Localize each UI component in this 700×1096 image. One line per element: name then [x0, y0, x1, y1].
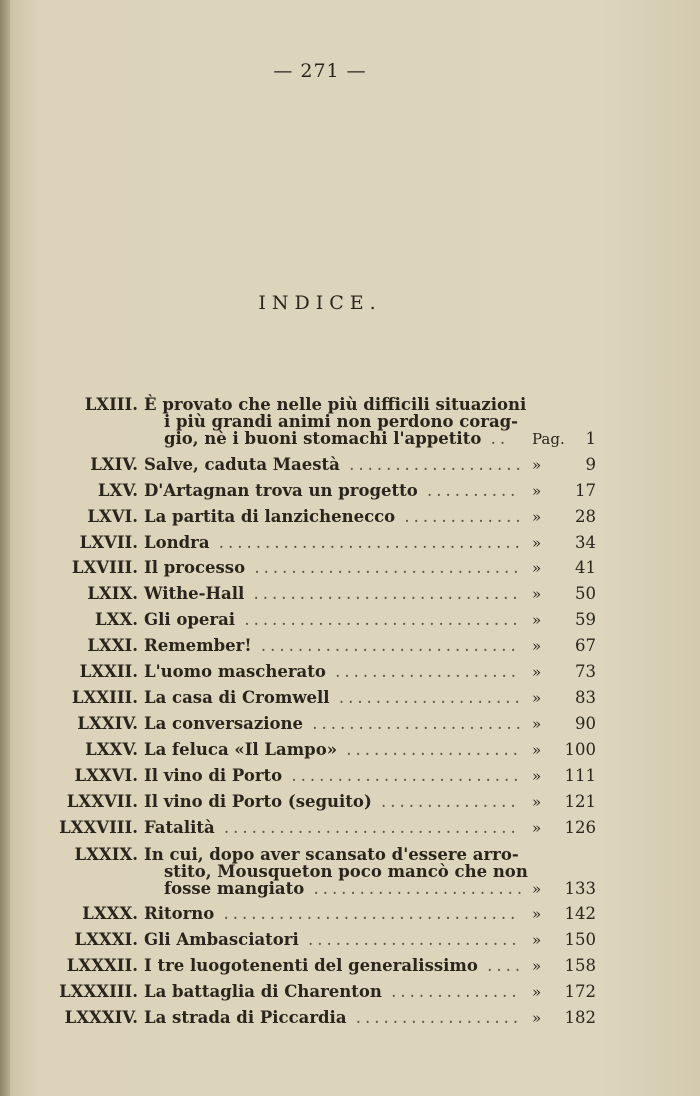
- chapter-number: LXVII.: [79, 533, 138, 552]
- chapter-number: LXXXI.: [74, 930, 138, 949]
- dot-leader: ...............: [371, 792, 520, 811]
- chapter-number: LXIV.: [90, 455, 138, 474]
- dot-leader: ...................: [339, 455, 525, 474]
- page-marker: Pag.: [532, 430, 565, 448]
- toc-entry: [0, 819, 700, 840]
- chapter-number: LXXVI.: [74, 766, 138, 785]
- chapter-title: [144, 931, 524, 949]
- dot-leader: ..............................: [235, 610, 522, 629]
- page-marker: »: [532, 456, 542, 474]
- toc-entry: [0, 396, 700, 451]
- dot-leader: ....: [477, 956, 525, 975]
- page-reference: 142: [564, 904, 596, 923]
- page-reference: 50: [575, 584, 596, 603]
- toc-entry: [0, 767, 700, 788]
- dot-leader: ................................: [214, 818, 520, 837]
- chapter-title: [144, 585, 524, 603]
- page-marker: »: [532, 585, 542, 603]
- dot-leader: .............: [395, 507, 525, 526]
- page-marker: »: [532, 611, 542, 629]
- page-marker: »: [532, 508, 542, 526]
- toc-entry: [0, 846, 700, 901]
- chapter-number: LXXXIII.: [59, 982, 138, 1001]
- chapter-number: LXVIII.: [71, 558, 138, 577]
- chapter-number: LXXVIII.: [59, 818, 138, 837]
- page-reference: 83: [575, 688, 596, 707]
- chapter-title: [144, 983, 524, 1001]
- page-reference: 100: [564, 740, 596, 759]
- page-marker: »: [532, 559, 542, 577]
- chapter-title-text: Il processo: [144, 558, 246, 577]
- page-marker: »: [532, 767, 542, 785]
- dot-leader: ..: [481, 429, 510, 448]
- page-reference: 1: [585, 429, 596, 448]
- page-marker: »: [532, 905, 542, 923]
- page-marker: »: [532, 689, 542, 707]
- chapter-title-text: La casa di Cromwell: [144, 688, 330, 707]
- chapter-number: LXIX.: [87, 584, 138, 603]
- chapter-title-text: Londra: [144, 533, 210, 552]
- page-reference: 158: [564, 956, 596, 975]
- toc-entry: [0, 482, 700, 503]
- chapter-number: LXIII.: [84, 395, 138, 414]
- toc-entry: [0, 534, 700, 555]
- toc-entry: [0, 663, 700, 684]
- page-marker: »: [532, 534, 542, 552]
- chapter-number: LXXXII.: [66, 956, 138, 975]
- dot-leader: ...................: [337, 740, 522, 759]
- chapter-title-text: Remember!: [144, 636, 252, 655]
- chapter-title-text: Salve, caduta Maestà: [144, 455, 340, 474]
- page-marker: »: [532, 983, 542, 1001]
- page-marker: »: [532, 931, 542, 949]
- chapter-number: LXXII.: [79, 662, 138, 681]
- toc-entry: [0, 611, 700, 632]
- chapter-number: LXXXIV.: [64, 1008, 138, 1027]
- chapter-title: [144, 534, 524, 552]
- page-reference: 111: [564, 766, 596, 785]
- chapter-number: LXXIX.: [74, 845, 138, 864]
- page-reference: 150: [564, 930, 596, 949]
- chapter-title: [144, 482, 524, 500]
- chapter-title: [144, 559, 524, 577]
- chapter-title-text: Gli operai: [144, 610, 236, 629]
- chapter-title-text: In cui, dopo aver scansato d'essere arro-: [144, 845, 519, 864]
- chapter-title: [144, 715, 524, 733]
- page-reference: 59: [575, 610, 596, 629]
- chapter-title-text: stito, Mousqueton poco mancò che non: [164, 862, 528, 881]
- dot-leader: ................................: [214, 904, 520, 923]
- toc-entry: [0, 793, 700, 814]
- dot-leader: ....................: [329, 688, 524, 707]
- chapter-title-text: Il vino di Porto: [144, 766, 283, 785]
- chapter-title-text: i più grandi animi non perdono corag-: [164, 412, 519, 431]
- page-reference: 41: [575, 558, 596, 577]
- chapter-title: [144, 637, 524, 655]
- page-marker: »: [532, 663, 542, 681]
- chapter-title: [144, 957, 524, 975]
- dot-leader: ....................: [325, 662, 521, 681]
- page-reference: 28: [575, 507, 596, 526]
- page-reference: 90: [575, 714, 596, 733]
- page-reference: 17: [575, 481, 596, 500]
- toc-entry: [0, 983, 700, 1004]
- dot-leader: .......................: [298, 930, 521, 949]
- chapter-title: [144, 819, 524, 837]
- page-marker: »: [532, 637, 542, 655]
- page-marker: »: [532, 1009, 542, 1027]
- dot-leader: .......................: [302, 714, 525, 733]
- page-marker: »: [532, 793, 542, 811]
- dot-leader: ..........: [417, 481, 520, 500]
- page-marker: »: [532, 819, 542, 837]
- chapter-number: LXXV.: [85, 740, 138, 759]
- chapter-number: LXV.: [97, 481, 138, 500]
- chapter-number: LXXVII.: [66, 792, 138, 811]
- toc-entry: [0, 715, 700, 736]
- chapter-title: [144, 767, 524, 785]
- page-reference: 73: [575, 662, 596, 681]
- dot-leader: ............................: [251, 636, 520, 655]
- dot-leader: .........................: [282, 766, 523, 785]
- dot-leader: .......................: [304, 879, 527, 898]
- toc-entry: [0, 957, 700, 978]
- chapter-title-continuation: [164, 430, 509, 448]
- chapter-title: [144, 905, 524, 923]
- toc-entry: [0, 1009, 700, 1030]
- chapter-number: LXX.: [95, 610, 138, 629]
- chapter-title: [144, 793, 524, 811]
- chapter-title-text: La partita di lanzichenecco: [144, 507, 396, 526]
- page-reference: 67: [575, 636, 596, 655]
- chapter-title-text: La battaglia di Charenton: [144, 982, 382, 1001]
- page-number: — 271 —: [273, 60, 367, 82]
- page-marker: »: [532, 880, 542, 898]
- dot-leader: ..................: [346, 1008, 523, 1027]
- chapter-title-text: D'Artagnan trova un progetto: [144, 481, 418, 500]
- page-reference: 121: [564, 792, 596, 811]
- index-title: INDICE.: [258, 292, 382, 314]
- chapter-title: [144, 611, 524, 629]
- chapter-title-text: L'uomo mascherato: [144, 662, 326, 681]
- chapter-title: [144, 741, 524, 759]
- toc-entry: [0, 585, 700, 606]
- dot-leader: .............................: [244, 584, 522, 603]
- chapter-title-text: Gli Ambasciatori: [144, 930, 299, 949]
- chapter-title-text: Withe-Hall: [144, 584, 245, 603]
- chapter-title-text: È provato che nelle più difficili situazioni: [144, 395, 527, 414]
- chapter-title-text: I tre luogotenenti del generalissimo: [144, 956, 478, 975]
- page-marker: »: [532, 741, 542, 759]
- chapter-title: [144, 663, 524, 681]
- dot-leader: .............................: [245, 558, 523, 577]
- page-reference: 182: [564, 1008, 596, 1027]
- toc-entry: [0, 905, 700, 926]
- chapter-title-text: gio, nè i buoni stomachi l'appetito: [164, 429, 482, 448]
- toc-entry: [0, 637, 700, 658]
- dot-leader: ..............: [381, 982, 521, 1001]
- chapter-title-text: La strada di Piccardia: [144, 1008, 347, 1027]
- chapter-title: [144, 689, 524, 707]
- chapter-title-text: Ritorno: [144, 904, 215, 923]
- toc-entry: [0, 741, 700, 762]
- chapter-title-text: fosse mangiato: [164, 879, 305, 898]
- toc-entry: [0, 559, 700, 580]
- page-reference: 9: [585, 455, 596, 474]
- toc-entry: [0, 931, 700, 952]
- chapter-title-text: Il vino di Porto (seguito): [144, 792, 372, 811]
- chapter-title: [144, 456, 524, 474]
- toc-entry: [0, 689, 700, 710]
- chapter-title-continuation: [164, 880, 526, 898]
- page-reference: 34: [575, 533, 596, 552]
- toc-entry: [0, 456, 700, 477]
- dot-leader: .................................: [209, 533, 524, 552]
- chapter-number: LXXX.: [82, 904, 138, 923]
- chapter-title-text: Fatalità: [144, 818, 215, 837]
- page-marker: »: [532, 715, 542, 733]
- chapter-title: [144, 508, 524, 526]
- page-reference: 172: [564, 982, 596, 1001]
- chapter-title-text: La conversazione: [144, 714, 303, 733]
- page-reference: 133: [564, 879, 596, 898]
- toc-entry: [0, 508, 700, 529]
- chapter-number: LXVI.: [87, 507, 138, 526]
- page-marker: »: [532, 482, 542, 500]
- chapter-title-text: La feluca «Il Lampo»: [144, 740, 338, 759]
- chapter-title: [144, 1009, 524, 1027]
- chapter-number: LXXIV.: [77, 714, 138, 733]
- chapter-number: LXXIII.: [71, 688, 138, 707]
- page-marker: »: [532, 957, 542, 975]
- chapter-number: LXXI.: [87, 636, 138, 655]
- page-reference: 126: [564, 818, 596, 837]
